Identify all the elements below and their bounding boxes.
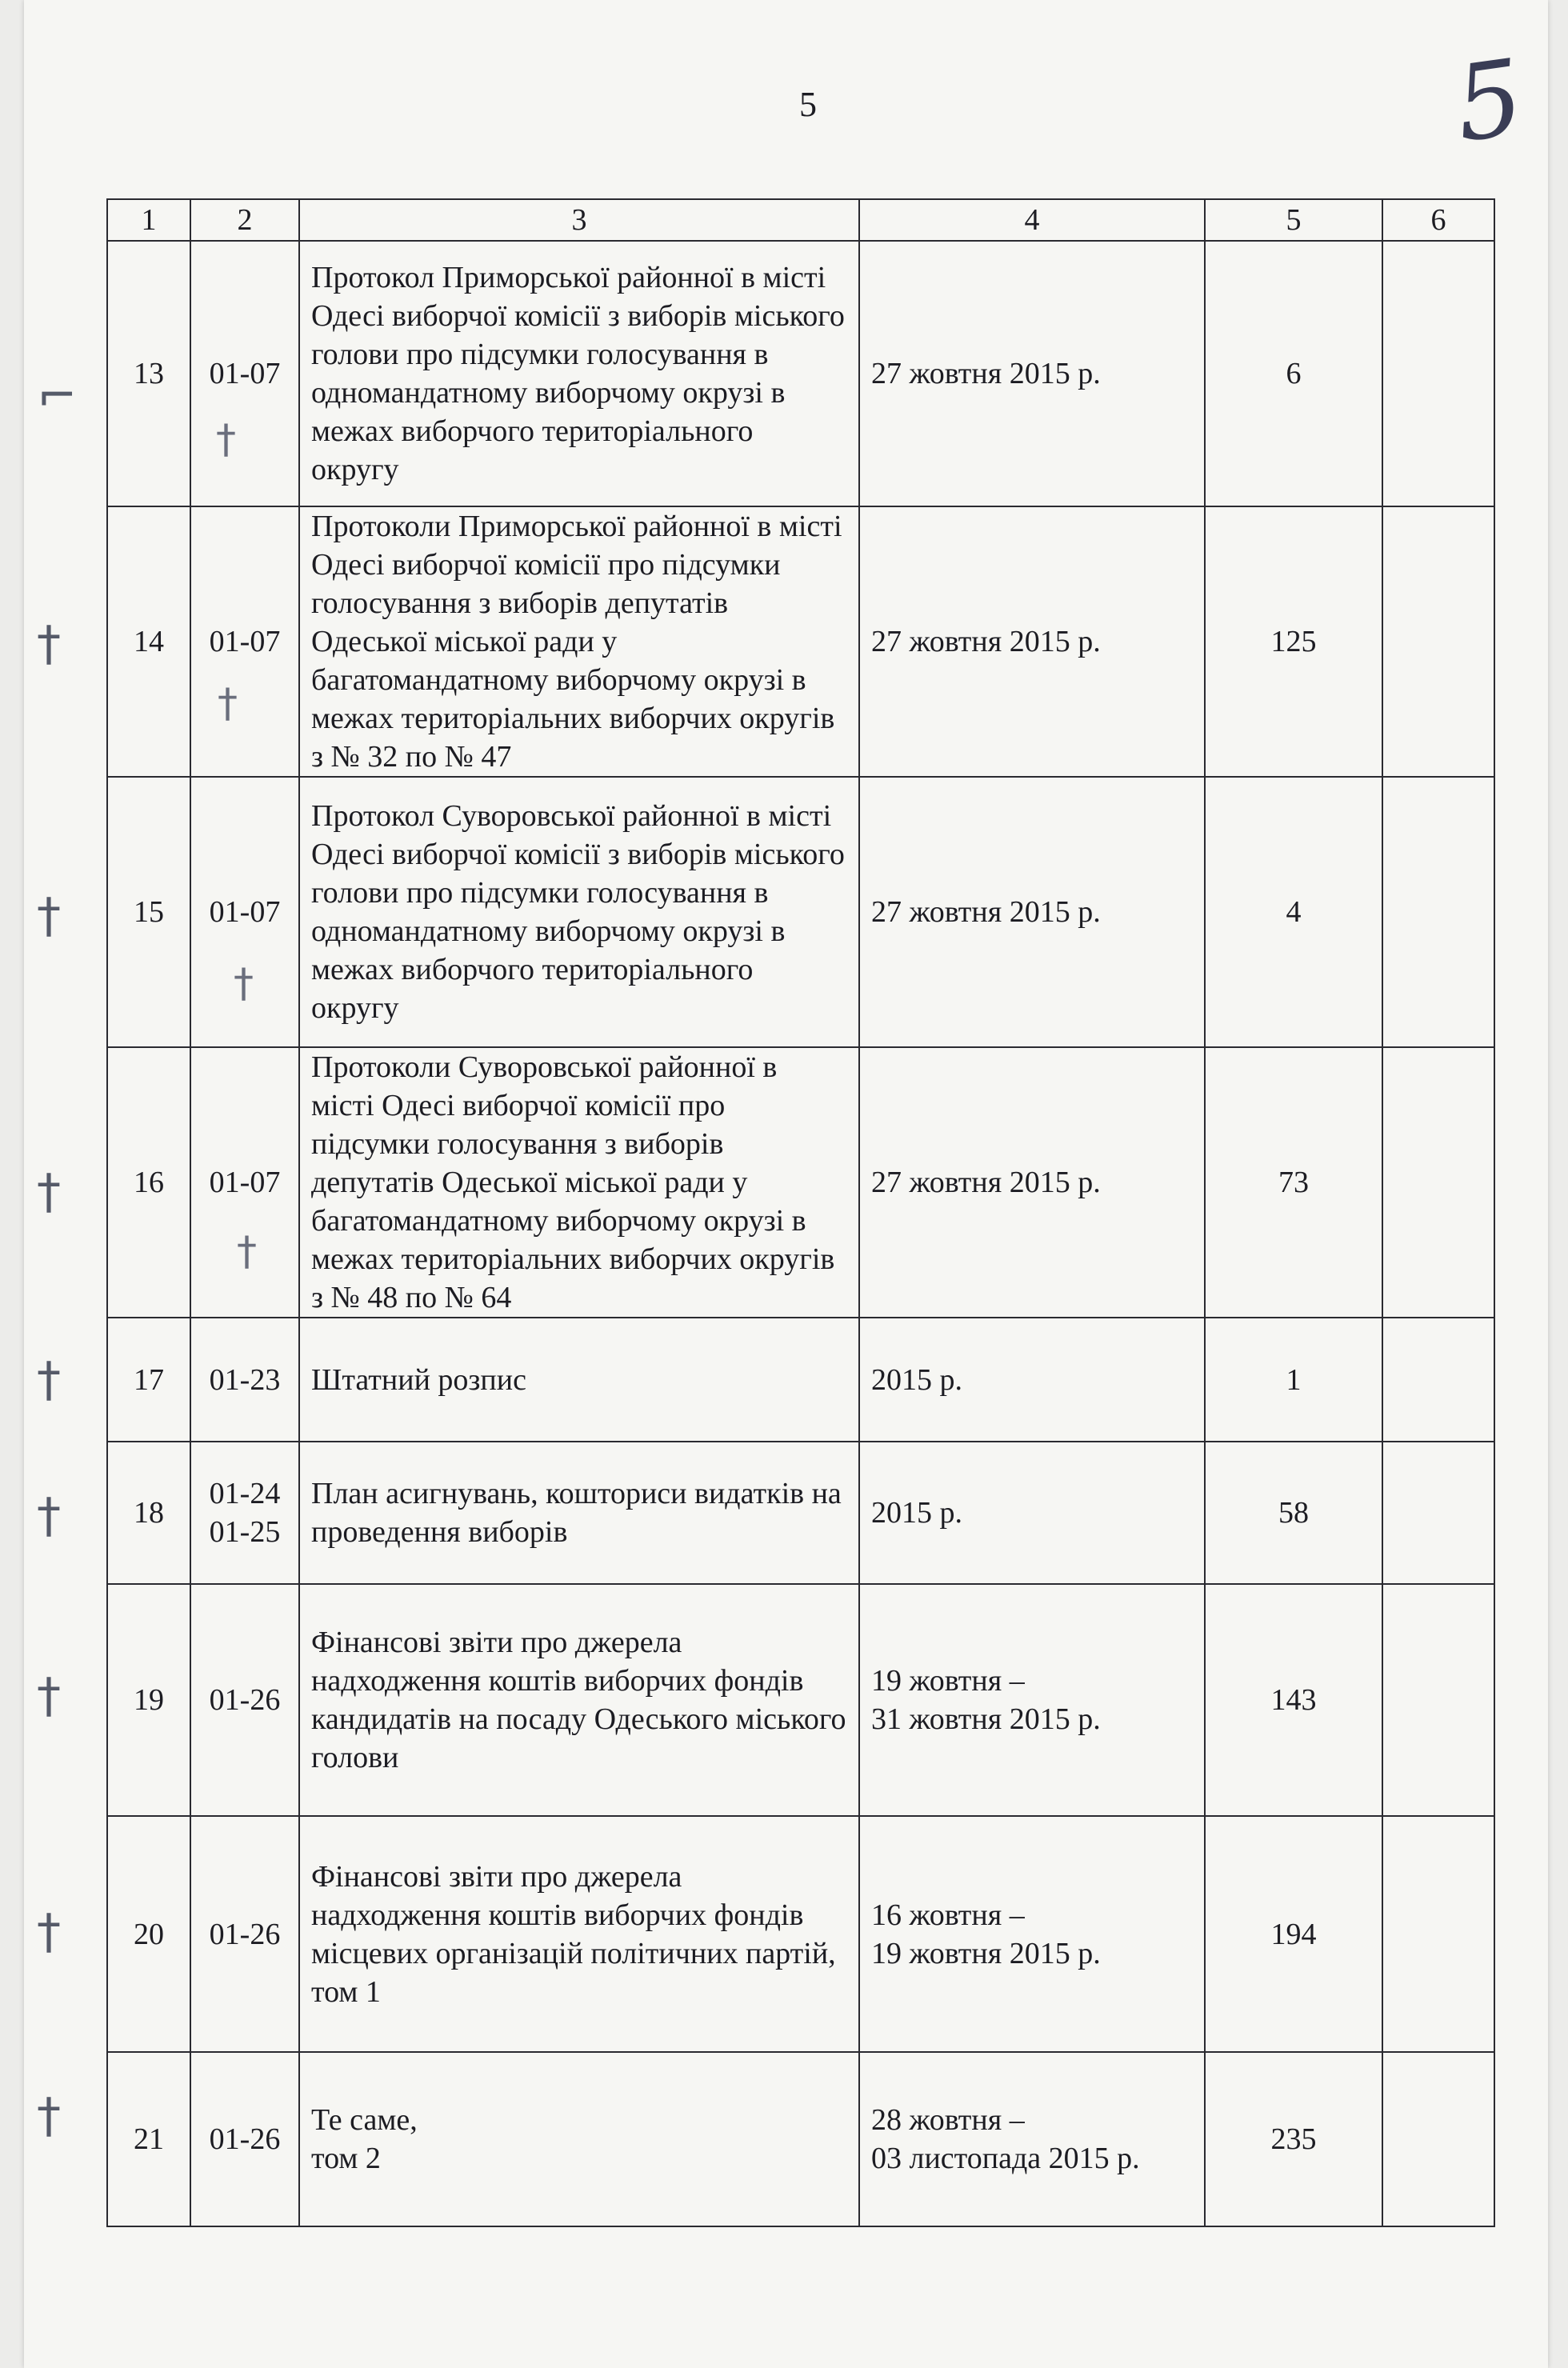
row-number: 21 [107,2052,190,2226]
note-cell [1382,241,1494,506]
index-cell: 01-26 [190,1584,299,1816]
pages-cell: 125 [1205,506,1382,777]
description-cell: Штатний розпис [299,1318,859,1442]
row-number: 20 [107,1816,190,2052]
header-cell: 6 [1382,199,1494,241]
dates-cell: 27 жовтня 2015 р. [859,777,1205,1047]
row-number: 19 [107,1584,190,1816]
note-cell [1382,1816,1494,2052]
description-cell: Протоколи Суворовської районної в місті Одесі виборчої комісії про підсумки голосування з виборів депутатів Одеської міської ради у багатомандатному виборчому окрузі в межах територіальних виборчих округів з № 48 по № 64 [299,1047,859,1318]
description-cell: Фінансові звіти про джерела надходження коштів виборчих фондів місцевих організацій політичних партій, том 1 [299,1816,859,2052]
pages-cell: 235 [1205,2052,1382,2226]
index-cell: 01-07 [190,241,299,506]
index-cell: 01-07 [190,777,299,1047]
check-mark-icon: ⌐ [37,368,78,424]
check-mark-icon: † [37,1352,61,1408]
index-cell: 01-26 [190,2052,299,2226]
pages-cell: 1 [1205,1318,1382,1442]
description-cell: План асигнувань, кошториси видатків на проведення виборів [299,1442,859,1584]
pages-cell: 4 [1205,777,1382,1047]
header-cell: 3 [299,199,859,241]
pages-cell: 194 [1205,1816,1382,2052]
check-mark-icon: † [37,1668,61,1724]
dates-cell: 27 жовтня 2015 р. [859,241,1205,506]
table-row [107,1442,1494,1584]
table-row [107,1047,1494,1318]
header-row [107,199,1494,241]
page-number: 5 [799,85,817,124]
check-mark-icon: † [37,2088,61,2144]
index-cell: 01-23 [190,1318,299,1442]
index-cell: 01-07 [190,506,299,777]
check-mark-icon: † [37,616,61,672]
note-cell [1382,1318,1494,1442]
header-cell: 5 [1205,199,1382,241]
pages-cell: 58 [1205,1442,1382,1584]
check-mark-icon: † [37,1164,61,1220]
dates-cell: 16 жовтня – 19 жовтня 2015 р. [859,1816,1205,2052]
dates-cell: 2015 р. [859,1442,1205,1584]
check-mark-icon: † [37,888,61,944]
index-cell: 01-07 [190,1047,299,1318]
header-cell: 2 [190,199,299,241]
row-number: 15 [107,777,190,1047]
table-row [107,1318,1494,1442]
table-row [107,241,1494,506]
note-cell [1382,506,1494,777]
index-cell: 01-24 01-25 [190,1442,299,1584]
table-row [107,777,1494,1047]
dates-cell: 27 жовтня 2015 р. [859,506,1205,777]
header-cell: 1 [107,199,190,241]
pages-cell: 73 [1205,1047,1382,1318]
check-mark-icon: † [218,680,238,726]
row-number: 14 [107,506,190,777]
index-cell: 01-26 [190,1816,299,2052]
check-mark-icon: † [37,1488,61,1544]
row-number: 16 [107,1047,190,1318]
check-mark-icon: † [216,416,236,462]
note-cell [1382,1047,1494,1318]
description-cell: Фінансові звіти про джерела надходження коштів виборчих фондів кандидатів на посаду Одеського міського голови [299,1584,859,1816]
note-cell [1382,1584,1494,1816]
check-mark-icon: † [234,960,254,1006]
table-row [107,506,1494,777]
dates-cell: 19 жовтня – 31 жовтня 2015 р. [859,1584,1205,1816]
row-number: 17 [107,1318,190,1442]
handwritten-page-number: 5 [1447,35,1530,166]
check-mark-icon: † [237,1228,257,1274]
row-number: 18 [107,1442,190,1584]
header-cell: 4 [859,199,1205,241]
dates-cell: 27 жовтня 2015 р. [859,1047,1205,1318]
description-cell: Протоколи Приморської районної в місті Одесі виборчої комісії про підсумки голосування з виборів депутатів Одеської міської ради у багатомандатному виборчому окрузі в межах територіальних виборчих округів з № 32 по № 47 [299,506,859,777]
table-row [107,2052,1494,2226]
check-mark-icon: † [37,1904,61,1960]
register-table [106,198,1495,2227]
table-row [107,1584,1494,1816]
table-row [107,1816,1494,2052]
description-cell: Те саме, том 2 [299,2052,859,2226]
row-number: 13 [107,241,190,506]
dates-cell: 28 жовтня – 03 листопада 2015 р. [859,2052,1205,2226]
note-cell [1382,1442,1494,1584]
note-cell [1382,777,1494,1047]
pages-cell: 6 [1205,241,1382,506]
dates-cell: 2015 р. [859,1318,1205,1442]
description-cell: Протокол Приморської районної в місті Одесі виборчої комісії з виборів міського голови про підсумки голосування в одномандатному виборчому окрузі в межах виборчого територіального округу [299,241,859,506]
pages-cell: 143 [1205,1584,1382,1816]
note-cell [1382,2052,1494,2226]
description-cell: Протокол Суворовської районної в місті Одесі виборчої комісії з виборів міського голови про підсумки голосування в одномандатному виборчому окрузі в межах виборчого територіального округу [299,777,859,1047]
